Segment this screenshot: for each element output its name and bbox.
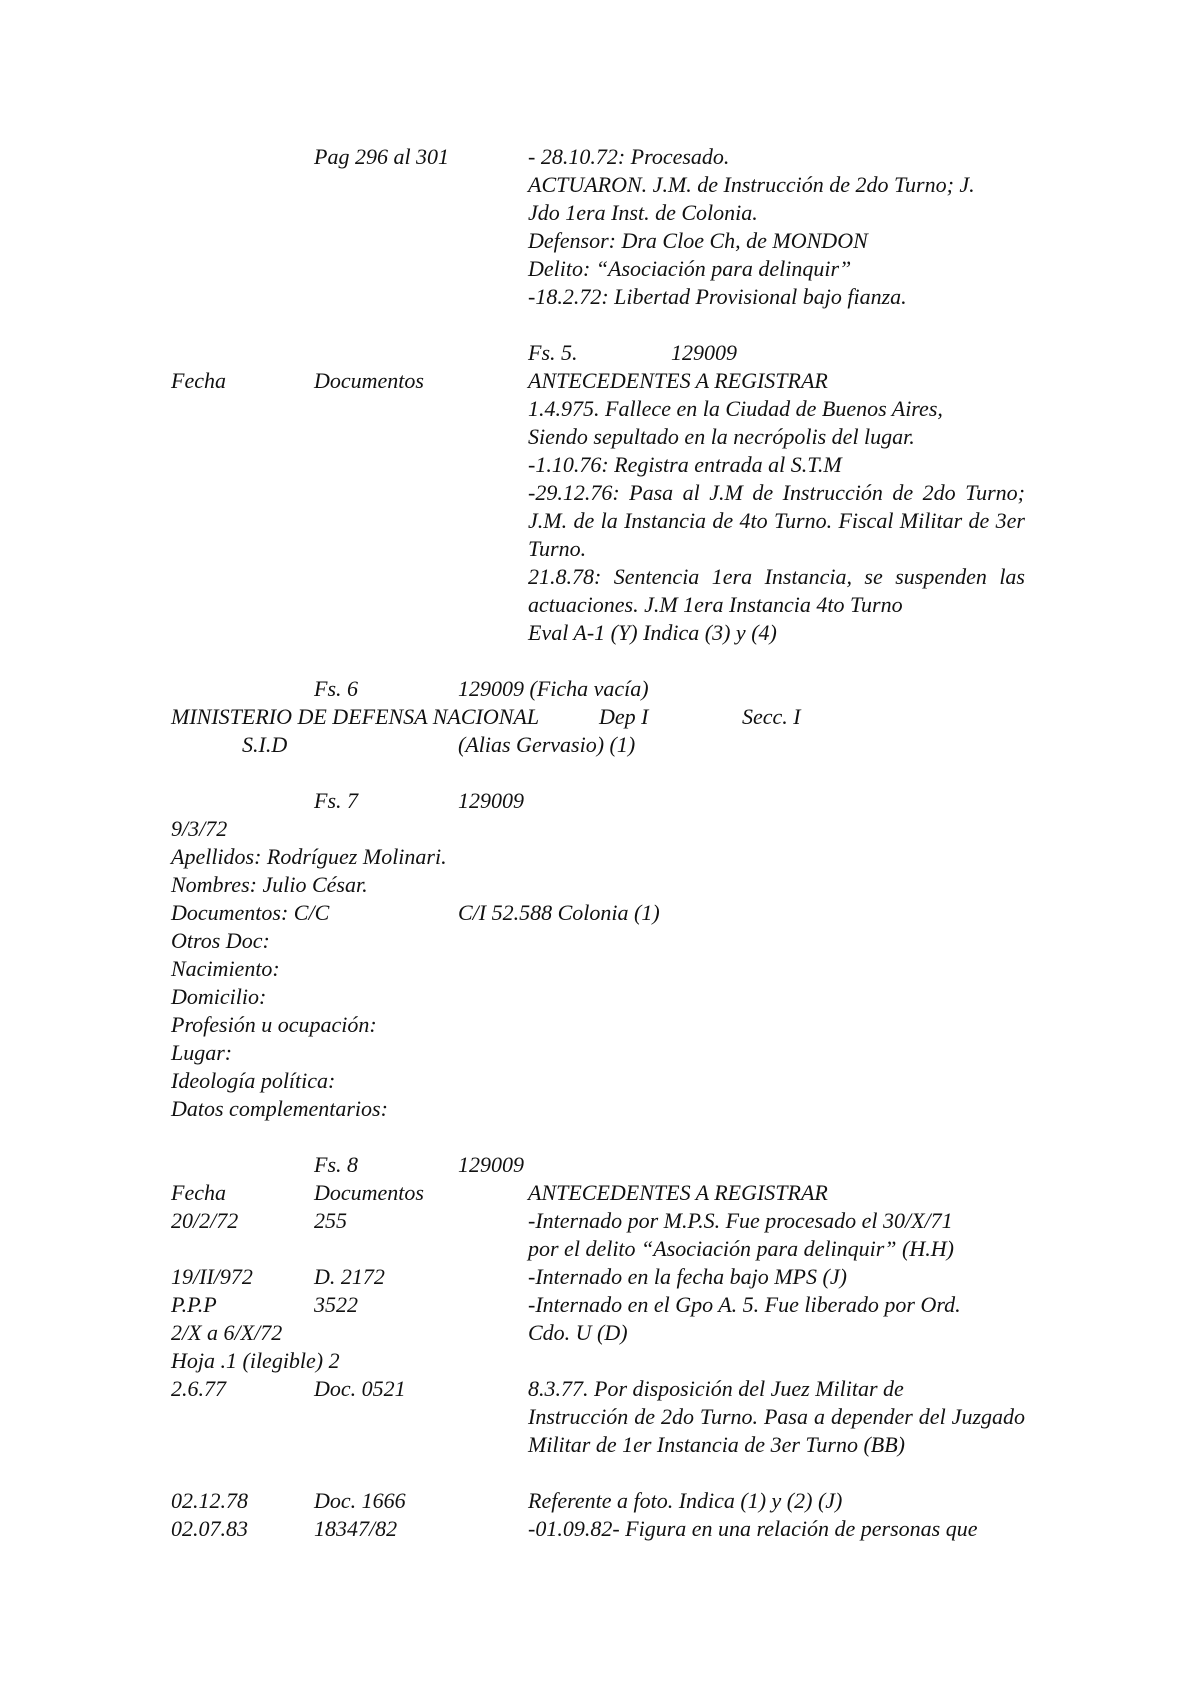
entry-text: -Internado en la fecha bajo MPS (J) xyxy=(528,1264,847,1289)
folio-label: Fs. 7 xyxy=(314,788,358,813)
column-header-documentos: Documentos xyxy=(314,368,424,393)
entry-date: 2/X a 6/X/72 xyxy=(171,1320,283,1345)
form-field-label: Ideología política: xyxy=(171,1068,336,1093)
file-number: 129009 xyxy=(671,340,737,365)
entry-text: -01.09.82- Figura en una relación de personas que xyxy=(528,1516,978,1541)
entry-date: 20/2/72 xyxy=(171,1208,239,1233)
entry-date: 02.12.78 xyxy=(171,1488,248,1513)
record-line: - 28.10.72: Procesado. xyxy=(528,144,730,169)
entry-date: P.P.P xyxy=(171,1292,217,1317)
form-field-label: Datos complementarios: xyxy=(171,1096,388,1121)
record-date: 9/3/72 xyxy=(171,816,228,841)
record-line: -1.10.76: Registra entrada al S.T.M xyxy=(528,452,842,477)
agency: S.I.D xyxy=(242,732,288,757)
record-line: Siendo sepultado en la necrópolis del lugar. xyxy=(528,424,915,449)
form-field-label: Profesión u ocupación: xyxy=(171,1012,377,1037)
entry-date: 2.6.77 xyxy=(171,1376,226,1401)
entry-document: Doc. 0521 xyxy=(314,1376,406,1401)
column-header-documentos: Documentos xyxy=(314,1180,424,1205)
column-header-fecha: Fecha xyxy=(171,368,226,393)
entry-document: D. 2172 xyxy=(314,1264,385,1289)
file-number: 129009 xyxy=(458,1152,524,1177)
folio-label: Fs. 8 xyxy=(314,1152,358,1177)
name-field: Nombres: Julio César. xyxy=(171,872,368,897)
entry-text: -Internado por M.P.S. Fue procesado el 30/X/71 xyxy=(528,1208,953,1233)
entry-text: Cdo. U (D) xyxy=(528,1320,628,1345)
surname-field: Apellidos: Rodríguez Molinari. xyxy=(171,844,447,869)
section: Secc. I xyxy=(742,704,801,729)
entry-text: por el delito “Asociación para delinquir” (H.H) xyxy=(528,1236,954,1261)
page-range: Pag 296 al 301 xyxy=(314,144,450,169)
record-paragraph: -29.12.76: Pasa al J.M de Instrucción de 2do Turno; J.M. de la Instancia de 4to Turno. Fiscal Militar de 3er Turno. xyxy=(528,480,1025,561)
record-line: Defensor: Dra Cloe Ch, de MONDON xyxy=(528,228,868,253)
folio-label: Fs. 6 xyxy=(314,676,358,701)
record-line: Delito: “Asociación para delinquir” xyxy=(528,256,852,281)
record-line: 1.4.975. Fallece en la Ciudad de Buenos Aires, xyxy=(528,396,943,421)
entry-date: 02.07.83 xyxy=(171,1516,248,1541)
record-line: Jdo 1era Inst. de Colonia. xyxy=(528,200,758,225)
section-heading: ANTECEDENTES A REGISTRAR xyxy=(528,368,828,393)
sheet-note: Hoja .1 (ilegible) 2 xyxy=(171,1348,340,1373)
entry-document: 18347/82 xyxy=(314,1516,398,1541)
entry-document: 255 xyxy=(314,1208,347,1233)
form-field-label: Lugar: xyxy=(171,1040,233,1065)
entry-document: 3522 xyxy=(314,1292,358,1317)
form-field-label: Otros Doc: xyxy=(171,928,270,953)
entry-text: -Internado en el Gpo A. 5. Fue liberado por Ord. xyxy=(528,1292,961,1317)
form-field-label: Nacimiento: xyxy=(171,956,280,981)
entry-text: Referente a foto. Indica (1) y (2) (J) xyxy=(528,1488,843,1513)
form-field-label: Domicilio: xyxy=(171,984,267,1009)
file-number: 129009 xyxy=(458,788,524,813)
documents-field: Documentos: C/C xyxy=(171,900,330,925)
entry-paragraph: Instrucción de 2do Turno. Pasa a depender del Juzgado Militar de 1er Instancia de 3er Turno (BB) xyxy=(528,1404,1025,1457)
folio-label: Fs. 5. xyxy=(528,340,578,365)
column-header-fecha: Fecha xyxy=(171,1180,226,1205)
record-line: -18.2.72: Libertad Provisional bajo fianza. xyxy=(528,284,907,309)
department: Dep I xyxy=(599,704,649,729)
section-heading: ANTECEDENTES A REGISTRAR xyxy=(528,1180,828,1205)
ministry-name: MINISTERIO DE DEFENSA NACIONAL xyxy=(171,704,540,729)
entry-text: 8.3.77. Por disposición del Juez Militar de xyxy=(528,1376,904,1401)
id-card-field: C/I 52.588 Colonia (1) xyxy=(458,900,660,925)
file-number: 129009 (Ficha vacía) xyxy=(458,676,649,701)
entry-document: Doc. 1666 xyxy=(314,1488,406,1513)
entry-date: 19/II/972 xyxy=(171,1264,253,1289)
record-line: Eval A-1 (Y) Indica (3) y (4) xyxy=(528,620,777,645)
record-line: ACTUARON. J.M. de Instrucción de 2do Turno; J. xyxy=(528,172,975,197)
record-paragraph: 21.8.78: Sentencia 1era Instancia, se suspenden las actuaciones. J.M 1era Instancia 4to Turno xyxy=(528,564,1025,617)
alias: (Alias Gervasio) (1) xyxy=(458,732,636,757)
